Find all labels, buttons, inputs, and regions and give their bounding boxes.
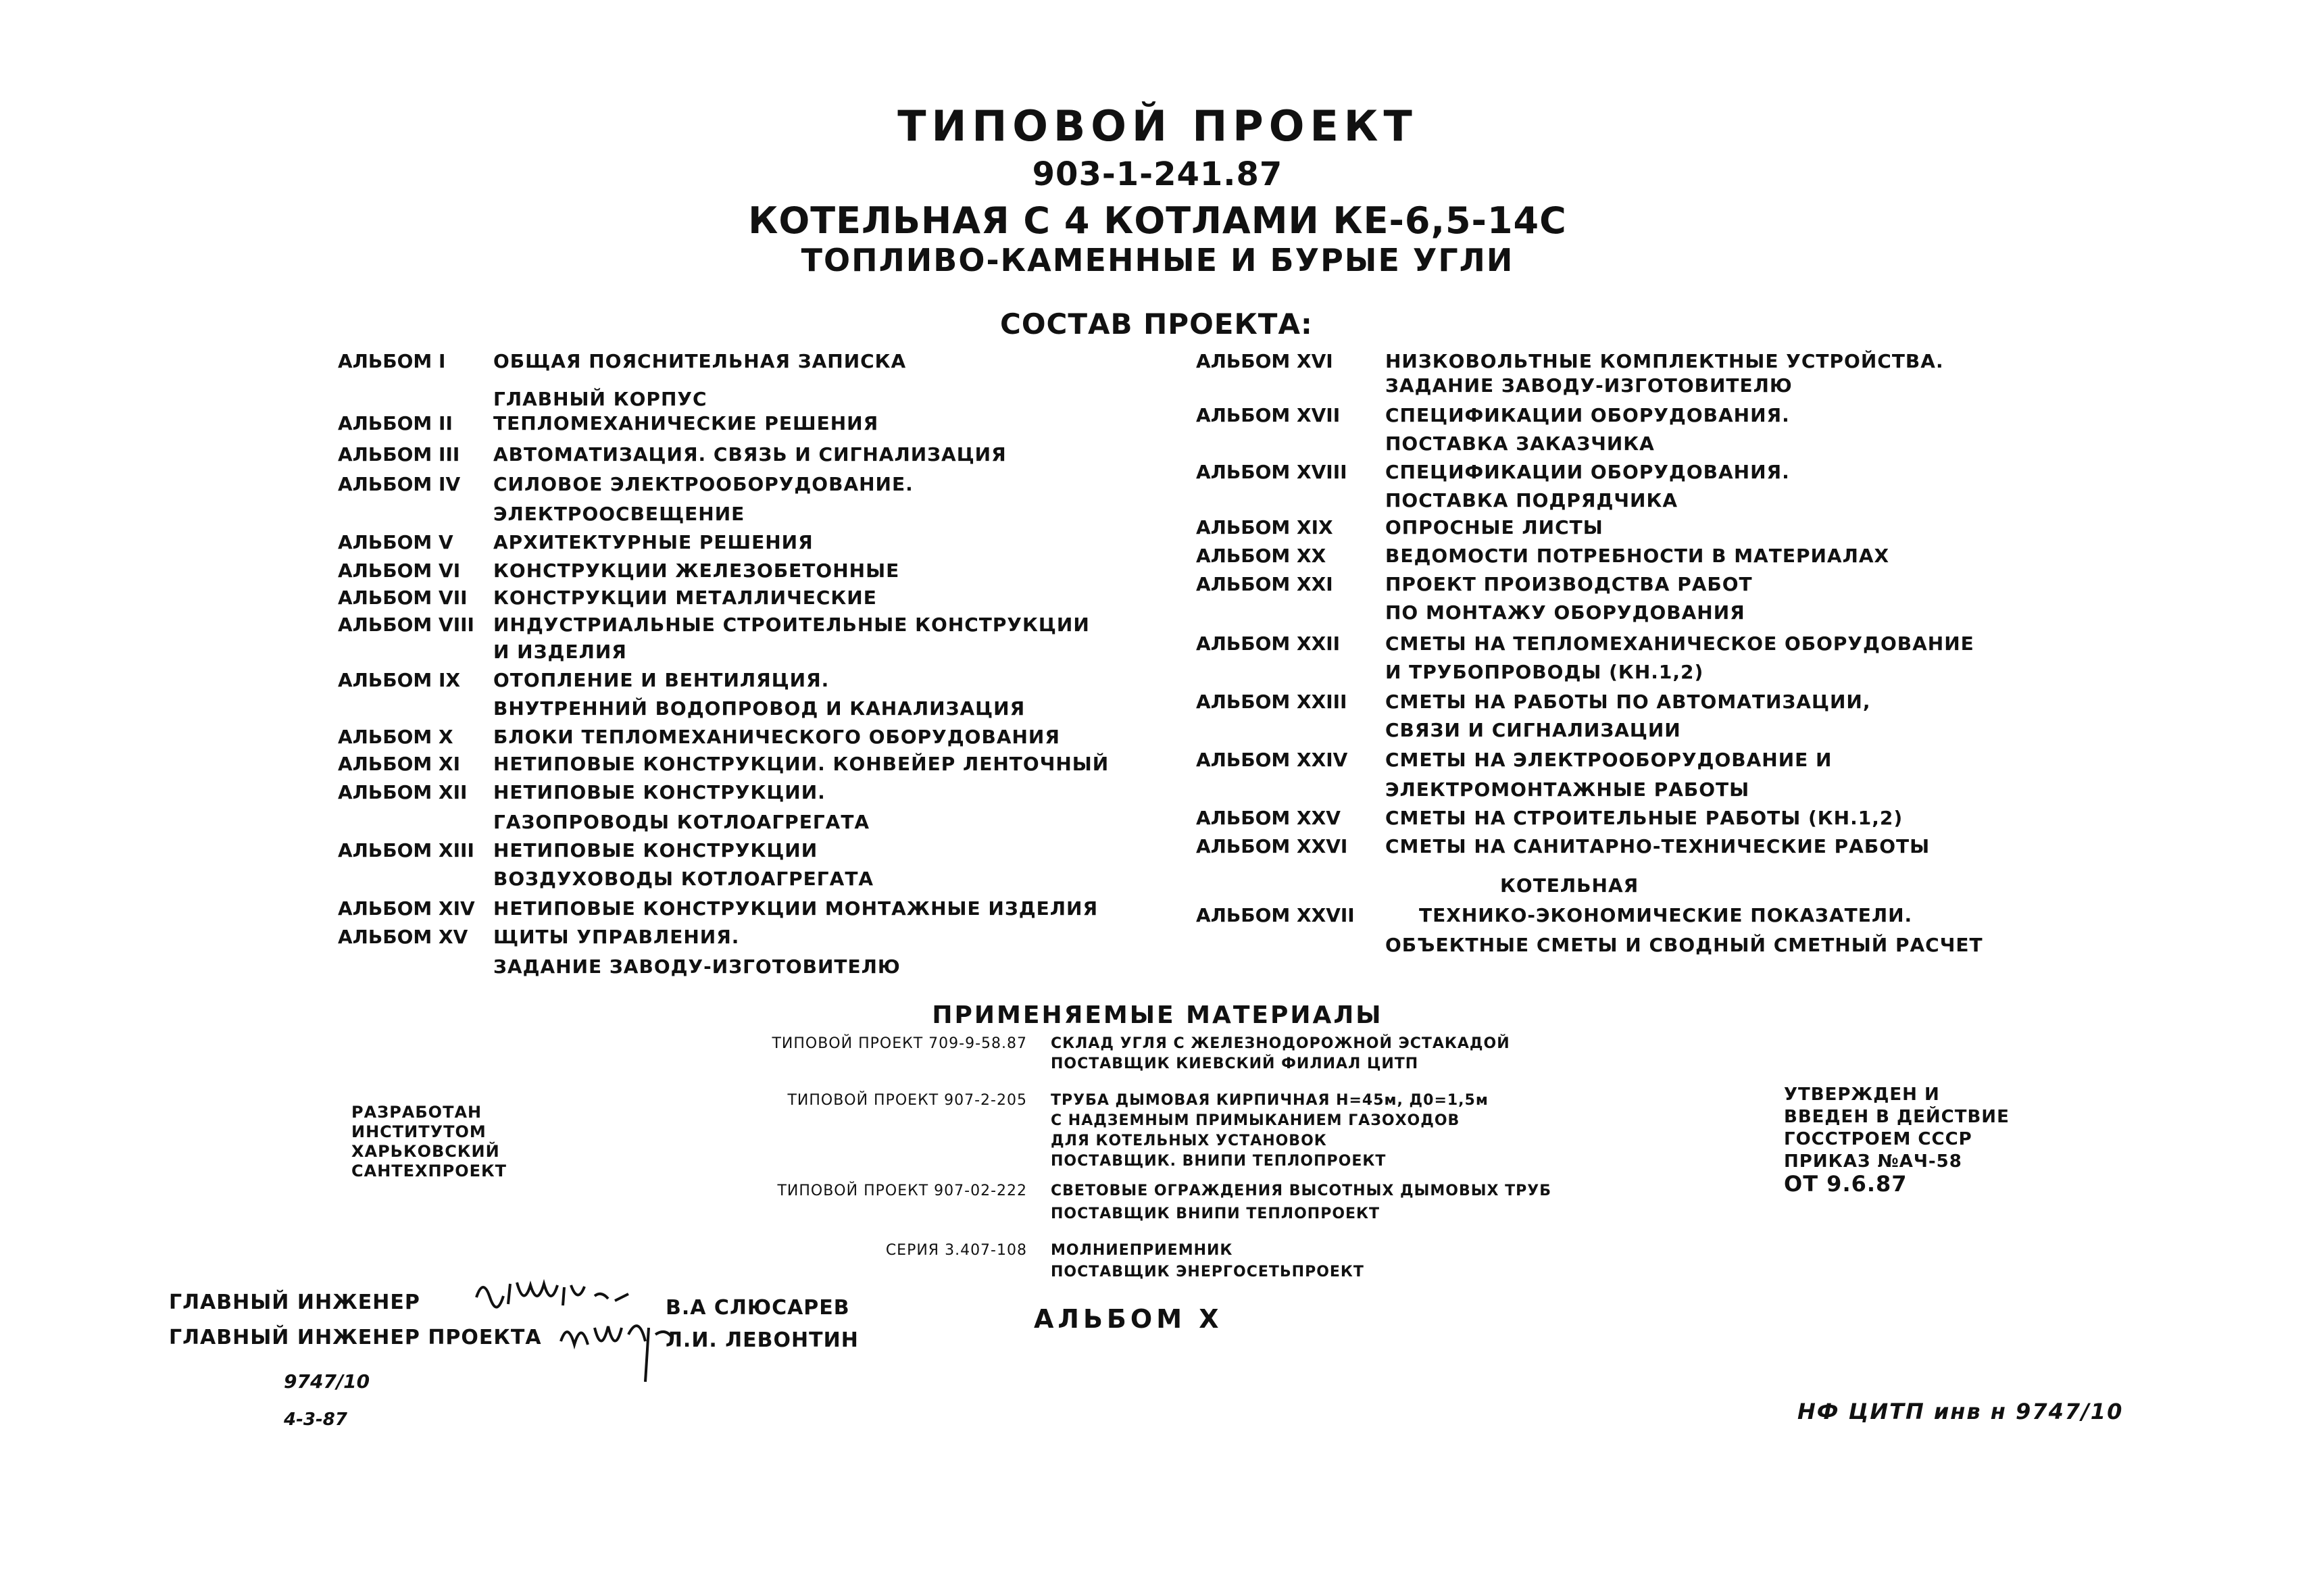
album-label: АЛЬБОМ XXIV <box>1196 749 1348 771</box>
album-label: АЛЬБОМ XXIII <box>1196 691 1347 713</box>
material-line: ПОСТАВЩИК ЭНЕРГОСЕТЬПРОЕКТ <box>1051 1264 1364 1280</box>
approval-line: ОТ 9.6.87 <box>1784 1171 1908 1197</box>
album-line: ВЕДОМОСТИ ПОТРЕБНОСТИ В МАТЕРИАЛАХ <box>1385 545 1890 567</box>
album-label: АЛЬБОМ XX <box>1196 545 1326 567</box>
album-line: АРХИТЕКТУРНЫЕ РЕШЕНИЯ <box>493 531 814 553</box>
album-line: ЗАДАНИЕ ЗАВОДУ-ИЗГОТОВИТЕЛЮ <box>1385 374 1793 397</box>
album-line: ЭЛЕКТРООСВЕЩЕНИЕ <box>493 503 745 525</box>
approval-line: ПРИКАЗ №АЧ-58 <box>1784 1151 1962 1172</box>
album-label: АЛЬБОМ XV <box>338 926 468 948</box>
album-line: КОНСТРУКЦИИ ЖЕЛЕЗОБЕТОННЫЕ <box>493 559 900 582</box>
album-line: СМЕТЫ НА РАБОТЫ ПО АВТОМАТИЗАЦИИ, <box>1385 691 1871 713</box>
signature-name: Л.И. ЛЕВОНТИН <box>666 1328 859 1352</box>
album-line: СМЕТЫ НА ЭЛЕКТРООБОРУДОВАНИЕ И <box>1385 749 1833 771</box>
album-line: НЕТИПОВЫЕ КОНСТРУКЦИИ. КОНВЕЙЕР ЛЕНТОЧНЫЙ <box>493 753 1110 775</box>
material-line: МОЛНИЕПРИЕМНИК <box>1051 1242 1233 1259</box>
material-line: ПОСТАВЩИК. ВНИПИ ТЕПЛОПРОЕКТ <box>1051 1153 1387 1170</box>
album-label: АЛЬБОМ XVIII <box>1196 461 1347 483</box>
album-line: НИЗКОВОЛЬТНЫЕ КОМПЛЕКТНЫЕ УСТРОЙСТВА. <box>1385 350 1944 372</box>
left-album-list <box>338 0 1149 1596</box>
approval-line: УТВЕРЖДЕН И <box>1784 1084 1940 1105</box>
album-label: АЛЬБОМ XVI <box>1196 350 1333 372</box>
album-line: ТЕХНИКО-ЭКОНОМИЧЕСКИЕ ПОКАЗАТЕЛИ. <box>1419 904 1913 926</box>
project-fuel: ТОПЛИВО-КАМЕННЫЕ И БУРЫЕ УГЛИ <box>801 242 1514 278</box>
material-line: СКЛАД УГЛЯ С ЖЕЛЕЗНОДОРОЖНОЙ ЭСТАКАДОЙ <box>1051 1035 1510 1052</box>
material-line: ДЛЯ КОТЕЛЬНЫХ УСТАНОВОК <box>1051 1132 1327 1149</box>
album-line: ЗАДАНИЕ ЗАВОДУ-ИЗГОТОВИТЕЛЮ <box>493 955 901 978</box>
album-label: АЛЬБОМ XXII <box>1196 632 1341 655</box>
right-album-list <box>1196 0 2020 1596</box>
album-label: АЛЬБОМ XXI <box>1196 573 1333 595</box>
material-ref: СЕРИЯ 3.407-108 <box>885 1242 1027 1259</box>
album-label: АЛЬБОМ XXVI <box>1196 835 1348 857</box>
material-line: СВЕТОВЫЕ ОГРАЖДЕНИЯ ВЫСОТНЫХ ДЫМОВЫХ ТРУБ <box>1051 1182 1552 1199</box>
album-label: АЛЬБОМ VI <box>338 559 461 582</box>
signature-role: ГЛАВНЫЙ ИНЖЕНЕР ПРОЕКТА <box>169 1326 542 1349</box>
album-label: АЛЬБОМ II <box>338 412 453 434</box>
album-line: СПЕЦИФИКАЦИИ ОБОРУДОВАНИЯ. <box>1385 404 1790 426</box>
album-line: ОБЩАЯ ПОЯСНИТЕЛЬНАЯ ЗАПИСКА <box>493 350 907 372</box>
album-label: АЛЬБОМ XVII <box>1196 404 1341 426</box>
album-line: И ИЗДЕЛИЯ <box>493 641 627 663</box>
developer-line: ИНСТИТУТОМ <box>351 1122 487 1141</box>
album-label: АЛЬБОМ X <box>338 726 453 748</box>
album-line: ОТОПЛЕНИЕ И ВЕНТИЛЯЦИЯ. <box>493 669 830 691</box>
inventory-stamp: НФ ЦИТП инв н 9747/10 <box>1797 1399 2124 1424</box>
signature-role: ГЛАВНЫЙ ИНЖЕНЕР <box>169 1291 420 1314</box>
album-label: АЛЬБОМ XIX <box>1196 516 1333 539</box>
material-ref: ТИПОВОЙ ПРОЕКТ 709-9-58.87 <box>772 1035 1027 1052</box>
album-line: ОБЪЕКТНЫЕ СМЕТЫ И СВОДНЫЙ СМЕТНЫЙ РАСЧЕТ <box>1385 934 1983 956</box>
developer-line: ХАРЬКОВСКИЙ <box>351 1142 500 1161</box>
album-label: АЛЬБОМ XIV <box>338 897 475 920</box>
materials-title: ПРИМЕНЯЕМЫЕ МАТЕРИАЛЫ <box>932 1001 1383 1029</box>
material-ref: ТИПОВОЙ ПРОЕКТ 907-2-205 <box>787 1092 1027 1109</box>
album-line: ИНДУСТРИАЛЬНЫЕ СТРОИТЕЛЬНЫЕ КОНСТРУКЦИИ <box>493 614 1090 636</box>
album-line: СВЯЗИ И СИГНАЛИЗАЦИИ <box>1385 719 1681 741</box>
album-line: ПО МОНТАЖУ ОБОРУДОВАНИЯ <box>1385 601 1745 624</box>
material-line: С НАДЗЕМНЫМ ПРИМЫКАНИЕМ ГАЗОХОДОВ <box>1051 1112 1460 1129</box>
developer-line: САНТЕХПРОЕКТ <box>351 1162 507 1180</box>
material-line: ПОСТАВЩИК КИЕВСКИЙ ФИЛИАЛ ЦИТП <box>1051 1055 1419 1072</box>
album-label: АЛЬБОМ XXVII <box>1196 904 1355 926</box>
album-line: ГАЗОПРОВОДЫ КОТЛОАГРЕГАТА <box>493 811 870 833</box>
album-line: СИЛОВОЕ ЭЛЕКТРООБОРУДОВАНИЕ. <box>493 473 914 495</box>
album-label: АЛЬБОМ IV <box>338 473 461 495</box>
album-line: СМЕТЫ НА СТРОИТЕЛЬНЫЕ РАБОТЫ (КН.1,2) <box>1385 807 1903 829</box>
album-line: ВОЗДУХОВОДЫ КОТЛОАГРЕГАТА <box>493 868 874 890</box>
album-line: НЕТИПОВЫЕ КОНСТРУКЦИИ. <box>493 781 826 803</box>
album-line: ЭЛЕКТРОМОНТАЖНЫЕ РАБОТЫ <box>1385 778 1750 801</box>
album-label: АЛЬБОМ VIII <box>338 614 474 636</box>
album-line: ПРОЕКТ ПРОИЗВОДСТВА РАБОТ <box>1385 573 1753 595</box>
album-line: КОТЕЛЬНАЯ <box>1500 874 1639 897</box>
album-line: ВНУТРЕННИЙ ВОДОПРОВОД И КАНАЛИЗАЦИЯ <box>493 697 1026 720</box>
album-line: СМЕТЫ НА ТЕПЛОМЕХАНИЧЕСКОЕ ОБОРУДОВАНИЕ <box>1385 632 1974 655</box>
album-line: ТЕПЛОМЕХАНИЧЕСКИЕ РЕШЕНИЯ <box>493 412 879 434</box>
handwritten-number: 9747/10 <box>284 1370 370 1393</box>
album-label-main: АЛЬБОМ Х <box>1034 1304 1223 1334</box>
project-number: 903-1-241.87 <box>1032 155 1283 193</box>
album-line: БЛОКИ ТЕПЛОМЕХАНИЧЕСКОГО ОБОРУДОВАНИЯ <box>493 726 1060 748</box>
album-label: АЛЬБОМ XI <box>338 753 461 775</box>
developer-line: РАЗРАБОТАН <box>351 1103 482 1122</box>
album-label: АЛЬБОМ IX <box>338 669 461 691</box>
material-line: ПОСТАВЩИК ВНИПИ ТЕПЛОПРОЕКТ <box>1051 1205 1380 1222</box>
signature-scribble-2 <box>554 1307 689 1389</box>
album-line: НЕТИПОВЫЕ КОНСТРУКЦИИ <box>493 839 818 862</box>
album-label: АЛЬБОМ XIII <box>338 839 474 862</box>
album-line: СПЕЦИФИКАЦИИ ОБОРУДОВАНИЯ. <box>1385 461 1790 483</box>
album-label: АЛЬБОМ I <box>338 350 446 372</box>
album-line: СМЕТЫ НА САНИТАРНО-ТЕХНИЧЕСКИЕ РАБОТЫ <box>1385 835 1931 857</box>
album-label: АЛЬБОМ VII <box>338 587 468 609</box>
doc-title: ТИПОВОЙ ПРОЕКТ <box>897 101 1418 151</box>
project-name: КОТЕЛЬНАЯ С 4 КОТЛАМИ КЕ-6,5-14С <box>748 199 1567 242</box>
approval-line: ГОССТРОЕМ СССР <box>1784 1129 1972 1149</box>
signature-name: В.А СЛЮСАРЕВ <box>666 1296 850 1320</box>
album-line: НЕТИПОВЫЕ КОНСТРУКЦИИ МОНТАЖНЫЕ ИЗДЕЛИЯ <box>493 897 1099 920</box>
album-line: ПОСТАВКА ПОДРЯДЧИКА <box>1385 489 1678 512</box>
album-label: АЛЬБОМ V <box>338 531 453 553</box>
album-line: АВТОМАТИЗАЦИЯ. СВЯЗЬ И СИГНАЛИЗАЦИЯ <box>493 443 1007 466</box>
album-label: АЛЬБОМ III <box>338 443 460 466</box>
album-line: ПОСТАВКА ЗАКАЗЧИКА <box>1385 432 1655 455</box>
developer-block <box>351 1103 507 1181</box>
album-line: ОПРОСНЫЕ ЛИСТЫ <box>1385 516 1603 539</box>
album-label: АЛЬБОМ XII <box>338 781 468 803</box>
approval-line: ВВЕДЕН В ДЕЙСТВИЕ <box>1784 1107 2010 1127</box>
handwritten-date: 4-3-87 <box>284 1410 347 1430</box>
album-line: ГЛАВНЫЙ КОРПУС <box>493 388 707 410</box>
material-line: ТРУБА ДЫМОВАЯ КИРПИЧНАЯ Н=45м, Д0=1,5м <box>1051 1092 1489 1109</box>
album-label: АЛЬБОМ XXV <box>1196 807 1341 829</box>
composition-title: СОСТАВ ПРОЕКТА: <box>1000 307 1313 341</box>
album-line: ЩИТЫ УПРАВЛЕНИЯ. <box>493 926 740 948</box>
album-line: КОНСТРУКЦИИ МЕТАЛЛИЧЕСКИЕ <box>493 587 877 609</box>
material-ref: ТИПОВОЙ ПРОЕКТ 907-02-222 <box>777 1182 1027 1199</box>
album-line: И ТРУБОПРОВОДЫ (КН.1,2) <box>1385 661 1704 683</box>
approval-block <box>1784 1084 2010 1195</box>
